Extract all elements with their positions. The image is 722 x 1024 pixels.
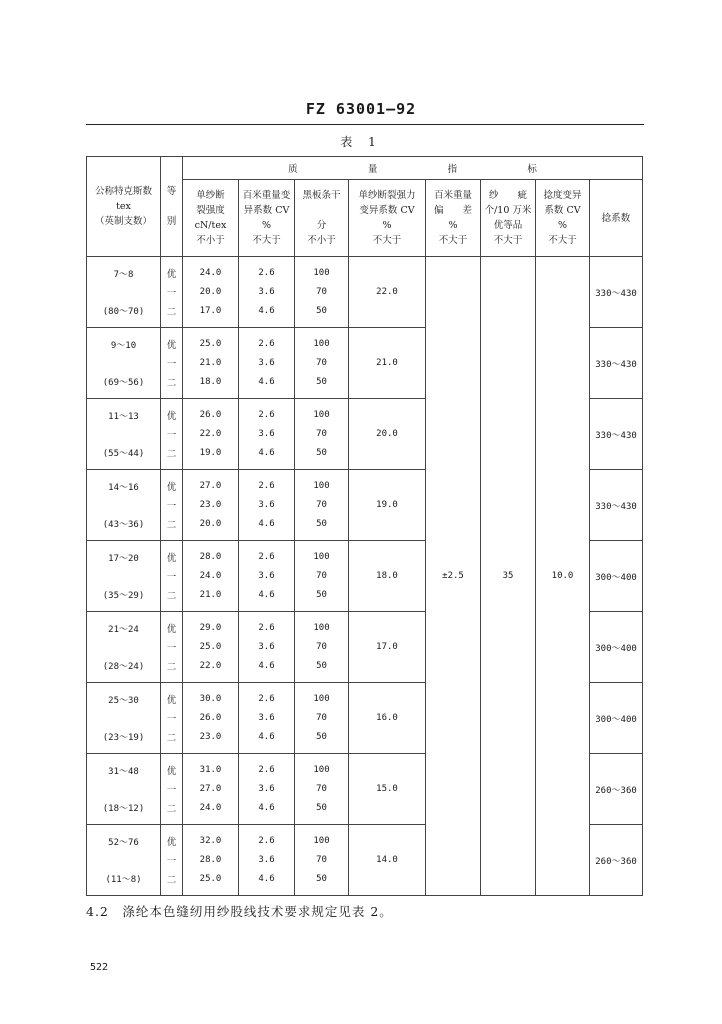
strength-cv-cell: 21.0: [349, 328, 426, 399]
board-cell-value: 50: [316, 518, 327, 529]
strength-cell-value: 27.0: [199, 481, 222, 492]
board-cell: [295, 825, 349, 896]
tex-range: 7～8: [113, 270, 134, 281]
tex-range: 11～13: [108, 412, 139, 423]
board-cell-value: 100: [313, 268, 330, 279]
header-line: tex: [116, 201, 131, 212]
ne-range: (23～19): [102, 732, 145, 743]
header-line: %: [557, 220, 568, 231]
board-cell-value: 70: [316, 357, 327, 368]
grade-cell: [161, 328, 183, 399]
spec-cell: [87, 257, 161, 328]
weight-cv-cell-value: 3.6: [258, 570, 275, 581]
board-cell: [295, 541, 349, 612]
grade-cell: [161, 541, 183, 612]
strength-cell-value: 23.0: [199, 731, 222, 742]
quality-header-char: 质: [288, 164, 298, 175]
header-line: 不大于: [372, 235, 402, 246]
strength-cell-value: 26.0: [199, 410, 222, 421]
twist-factor-cell: 260～360: [590, 825, 643, 896]
header-line: （英制支数）: [94, 216, 152, 227]
grade-cell-value: 二: [166, 661, 177, 673]
header-line: %: [382, 220, 392, 231]
weight-cv-cell: [239, 541, 295, 612]
table-row: [87, 257, 643, 328]
strength-cell: [183, 257, 239, 328]
strength-cv-header: [349, 180, 426, 257]
strength-cell-value: 25.0: [199, 873, 222, 884]
strength-cell-value: 21.0: [199, 589, 222, 600]
weight-cv-cell-value: 4.6: [258, 660, 275, 671]
strength-cell-value: 22.0: [199, 660, 222, 671]
strength-cell: [183, 825, 239, 896]
board-cell: [295, 257, 349, 328]
header-line: 不大于: [493, 235, 523, 246]
ne-range: (69～56): [102, 377, 145, 388]
header-rule: [86, 124, 644, 125]
board-cell-value: 50: [316, 660, 327, 671]
strength-cell-value: 27.0: [199, 783, 222, 794]
weight-dev-shared-cell: ±2.5: [426, 257, 481, 896]
standard-code: FZ 63001—92: [305, 100, 417, 118]
quality-header-char: 标: [527, 164, 537, 175]
strength-cell-value: 22.0: [199, 428, 222, 439]
tex-range: 9～10: [110, 341, 137, 352]
strength-cell-value: 31.0: [199, 765, 222, 776]
weight-cv-cell-value: 4.6: [258, 873, 275, 884]
table-title: 表 1: [340, 135, 382, 149]
grade-cell-value: 优: [166, 269, 177, 281]
board-cell-value: 70: [316, 783, 327, 794]
weight-cv-cell-value: 3.6: [258, 499, 275, 510]
tex-range: 52～76: [108, 838, 139, 849]
board-cell-value: 70: [316, 854, 327, 865]
weight-cv-header: [239, 180, 295, 257]
header-line: 百米重量变: [242, 190, 291, 201]
strength-cell: [183, 612, 239, 683]
ne-range: (80～70): [102, 306, 145, 317]
strength-cell-value: 25.0: [199, 641, 222, 652]
weight-cv-cell: [239, 754, 295, 825]
board-cell: [295, 754, 349, 825]
header-line: 优等品: [493, 220, 523, 231]
board-cell: [295, 470, 349, 541]
twist-factor-cell: 330～430: [590, 470, 643, 541]
twist-factor-cell: 300～400: [590, 612, 643, 683]
twist-factor-cell: 300～400: [590, 541, 643, 612]
board-cell-value: 50: [316, 589, 327, 600]
strength-cv-cell: 22.0: [349, 257, 426, 328]
weight-cv-cell-value: 2.6: [258, 552, 275, 563]
weight-cv-cell-value: 2.6: [258, 481, 275, 492]
strength-cv-cell: 16.0: [349, 683, 426, 754]
tex-range: 25～30: [108, 696, 139, 707]
weight-cv-cell: [239, 470, 295, 541]
strength-cell-value: 24.0: [199, 570, 222, 581]
board-cell: [295, 399, 349, 470]
board-cell-value: 50: [316, 305, 327, 316]
weight-cv-cell: [239, 683, 295, 754]
strength-cell: [183, 541, 239, 612]
grade-cell-value: 优: [166, 553, 177, 565]
header-line: 不小于: [196, 235, 225, 246]
grade-cell-value: 一: [166, 855, 177, 867]
twist-factor-cell: 330～430: [590, 399, 643, 470]
grade-cell-value: 一: [166, 500, 177, 512]
spec-cell: [87, 683, 161, 754]
grade-header: [161, 157, 183, 257]
header-line: 个/10 万米: [484, 205, 532, 216]
header-line: 百米重量: [433, 190, 472, 201]
strength-cell-value: 28.0: [199, 552, 222, 563]
weight-cv-cell: [239, 399, 295, 470]
grade-cell: [161, 825, 183, 896]
grade-cell-value: 二: [166, 803, 177, 815]
grade-cell-value: 一: [166, 358, 177, 370]
strength-cell-value: 26.0: [199, 712, 222, 723]
board-cell-value: 70: [316, 499, 327, 510]
ne-range: (35～29): [102, 590, 145, 601]
board-cell: [295, 328, 349, 399]
grade-cell-value: 一: [166, 571, 177, 583]
board-header: [295, 180, 349, 257]
quality-header: [183, 157, 643, 180]
board-cell-value: 100: [313, 694, 330, 705]
quality-header-char: 指: [447, 164, 458, 175]
grade-cell-value: 优: [166, 766, 177, 778]
twist-factor-header: [590, 180, 643, 257]
strength-cell: [183, 399, 239, 470]
header-line: 变异系数 CV: [359, 205, 415, 216]
twist-factor-cell: 330～430: [590, 328, 643, 399]
weight-cv-cell-value: 3.6: [258, 783, 275, 794]
strength-cell-value: 28.0: [199, 854, 222, 865]
header-line: 不小于: [307, 235, 336, 246]
quality-header-char: 量: [367, 164, 378, 175]
header-line: 捻系数: [601, 212, 631, 224]
header-line: 不大于: [548, 235, 577, 246]
strength-cell-value: 20.0: [199, 518, 222, 529]
weight-cv-cell-value: 2.6: [258, 268, 275, 279]
spec-cell: [87, 754, 161, 825]
twist-cv-header: [536, 180, 590, 257]
board-cell-value: 70: [316, 712, 327, 723]
grade-cell-value: 二: [166, 590, 177, 602]
board-cell-value: 100: [313, 765, 330, 776]
strength-cv-cell: 20.0: [349, 399, 426, 470]
tex-range: 14～16: [108, 483, 139, 494]
weight-cv-cell-value: 3.6: [258, 428, 275, 439]
grade-cell: [161, 257, 183, 328]
header-line: 黑板条干: [302, 190, 341, 201]
weight-cv-cell-value: 2.6: [258, 623, 275, 634]
header-line: 捻度变异: [543, 190, 582, 201]
ne-range: (55～44): [102, 448, 145, 459]
grade-cell-value: 二: [166, 448, 177, 460]
grade-cell-value: 优: [166, 624, 177, 636]
spec-cell: [87, 399, 161, 470]
header-line: 系数 CV: [544, 205, 581, 216]
board-cell-value: 70: [316, 641, 327, 652]
weight-cv-cell-value: 2.6: [258, 339, 275, 350]
weight-dev-header: [426, 180, 481, 257]
grade-cell-value: 一: [166, 287, 177, 299]
header-line: [295, 203, 348, 218]
header-line: 别: [166, 216, 177, 227]
grade-cell-value: 二: [166, 519, 177, 531]
grade-cell-value: 二: [166, 377, 177, 389]
weight-cv-cell-value: 3.6: [258, 641, 275, 652]
tex-range: 21～24: [108, 625, 139, 636]
board-cell-value: 50: [316, 873, 327, 884]
ne-range: (18～12): [102, 803, 145, 814]
board-cell-value: 100: [313, 836, 330, 847]
strength-cell-value: 30.0: [199, 694, 222, 705]
spec-cell: [87, 541, 161, 612]
header-line: 裂强度: [196, 205, 225, 216]
board-cell-value: 50: [316, 376, 327, 387]
strength-cell-value: 17.0: [199, 305, 222, 316]
header-line: 异系数 CV: [243, 205, 290, 216]
spec-table: [86, 156, 643, 896]
weight-cv-cell-value: 3.6: [258, 712, 275, 723]
strength-cell-value: 24.0: [199, 268, 222, 279]
board-cell: [295, 612, 349, 683]
strength-cell-value: 23.0: [199, 499, 222, 510]
weight-cv-cell-value: 4.6: [258, 305, 275, 316]
header-line: [161, 199, 182, 214]
strength-cv-cell: 15.0: [349, 754, 426, 825]
page-number: 522: [90, 962, 109, 973]
strength-cell: [183, 328, 239, 399]
board-cell-value: 100: [313, 481, 330, 492]
weight-cv-cell: [239, 257, 295, 328]
ne-range: (28～24): [102, 661, 145, 672]
weight-cv-cell: [239, 328, 295, 399]
board-cell-value: 100: [313, 410, 330, 421]
grade-cell-value: 优: [166, 695, 177, 707]
weight-cv-cell-value: 2.6: [258, 694, 275, 705]
strength-cv-cell: 17.0: [349, 612, 426, 683]
weight-cv-cell-value: 2.6: [258, 765, 275, 776]
weight-cv-cell-value: 4.6: [258, 802, 275, 813]
grade-cell-value: 一: [166, 784, 177, 796]
tex-range: 17～20: [108, 554, 139, 565]
board-cell-value: 70: [316, 428, 327, 439]
neps-shared-cell: 35: [481, 257, 536, 896]
header-line: 纱 疵: [488, 190, 527, 201]
weight-cv-cell-value: 3.6: [258, 854, 275, 865]
strength-cell-value: 19.0: [199, 447, 222, 458]
spec-cell: [87, 612, 161, 683]
grade-cell-value: 一: [166, 713, 177, 725]
grade-cell-value: 一: [166, 429, 177, 441]
strength-cell-value: 21.0: [199, 357, 222, 368]
grade-cell: [161, 399, 183, 470]
board-cell-value: 70: [316, 286, 327, 297]
weight-cv-cell-value: 4.6: [258, 731, 275, 742]
strength-cv-cell: 18.0: [349, 541, 426, 612]
board-cell-value: 50: [316, 731, 327, 742]
spec-cell: [87, 328, 161, 399]
header-line: 单纱断裂强力: [358, 190, 416, 201]
weight-cv-cell-value: 4.6: [258, 376, 275, 387]
board-cell: [295, 683, 349, 754]
board-cell-value: 100: [313, 623, 330, 634]
strength-cv-cell: 19.0: [349, 470, 426, 541]
grade-cell: [161, 612, 183, 683]
strength-cv-cell: 14.0: [349, 825, 426, 896]
weight-cv-cell: [239, 825, 295, 896]
weight-cv-cell-value: 3.6: [258, 357, 275, 368]
header-line: 偏 差: [433, 205, 472, 216]
weight-cv-cell-value: 3.6: [258, 286, 275, 297]
board-cell-value: 70: [316, 570, 327, 581]
board-cell-value: 100: [313, 552, 330, 563]
header-line: 分: [316, 220, 327, 231]
board-cell-value: 100: [313, 339, 330, 350]
ne-range: (43～36): [102, 519, 145, 530]
twist-factor-cell: 330～430: [590, 257, 643, 328]
grade-cell-value: 优: [166, 482, 177, 494]
grade-cell: [161, 683, 183, 754]
strength-cell-value: 18.0: [199, 376, 222, 387]
grade-cell-value: 二: [166, 306, 177, 318]
neps-header: [481, 180, 536, 257]
strength-cell-value: 29.0: [199, 623, 222, 634]
twist-factor-cell: 300～400: [590, 683, 643, 754]
header-line: 等: [166, 186, 177, 197]
header-line: %: [448, 220, 458, 231]
weight-cv-cell: [239, 612, 295, 683]
grade-cell: [161, 470, 183, 541]
header-line: 单纱断: [196, 190, 225, 201]
strength-cell-value: 25.0: [199, 339, 222, 350]
ne-range: (11～8): [105, 874, 142, 885]
spec-cell: [87, 470, 161, 541]
grade-cell-value: 优: [166, 411, 177, 423]
grade-cell-value: 优: [166, 340, 177, 352]
twist-factor-cell: 260～360: [590, 754, 643, 825]
clause-note: 4.2 涤纶本色缝纫用纱股线技术要求规定见表 2。: [86, 904, 393, 919]
header-line: 不大于: [438, 235, 468, 246]
strength-cell-value: 32.0: [199, 836, 222, 847]
weight-cv-cell-value: 2.6: [258, 410, 275, 421]
tex-range: 31～48: [108, 767, 139, 778]
strength-cell: [183, 683, 239, 754]
strength-cell: [183, 470, 239, 541]
board-cell-value: 50: [316, 802, 327, 813]
twist-cv-shared-cell: 10.0: [536, 257, 590, 896]
weight-cv-cell-value: 4.6: [258, 518, 275, 529]
header-line: 公称特克斯数: [94, 186, 152, 197]
strength-cell: [183, 754, 239, 825]
header-line: 不大于: [252, 235, 281, 246]
strength-cell-value: 20.0: [199, 286, 222, 297]
weight-cv-cell-value: 2.6: [258, 836, 275, 847]
grade-cell-value: 一: [166, 642, 177, 654]
grade-cell-value: 二: [166, 874, 177, 886]
weight-cv-cell-value: 4.6: [258, 447, 275, 458]
grade-cell: [161, 754, 183, 825]
spec-header: [87, 157, 161, 257]
weight-cv-cell-value: 4.6: [258, 589, 275, 600]
spec-cell: [87, 825, 161, 896]
board-cell-value: 50: [316, 447, 327, 458]
strength-cell-value: 24.0: [199, 802, 222, 813]
grade-cell-value: 优: [166, 837, 177, 849]
header-line: cN/tex: [194, 220, 227, 231]
strength-header: [183, 180, 239, 257]
grade-cell-value: 二: [166, 732, 177, 744]
header-line: %: [261, 220, 272, 231]
